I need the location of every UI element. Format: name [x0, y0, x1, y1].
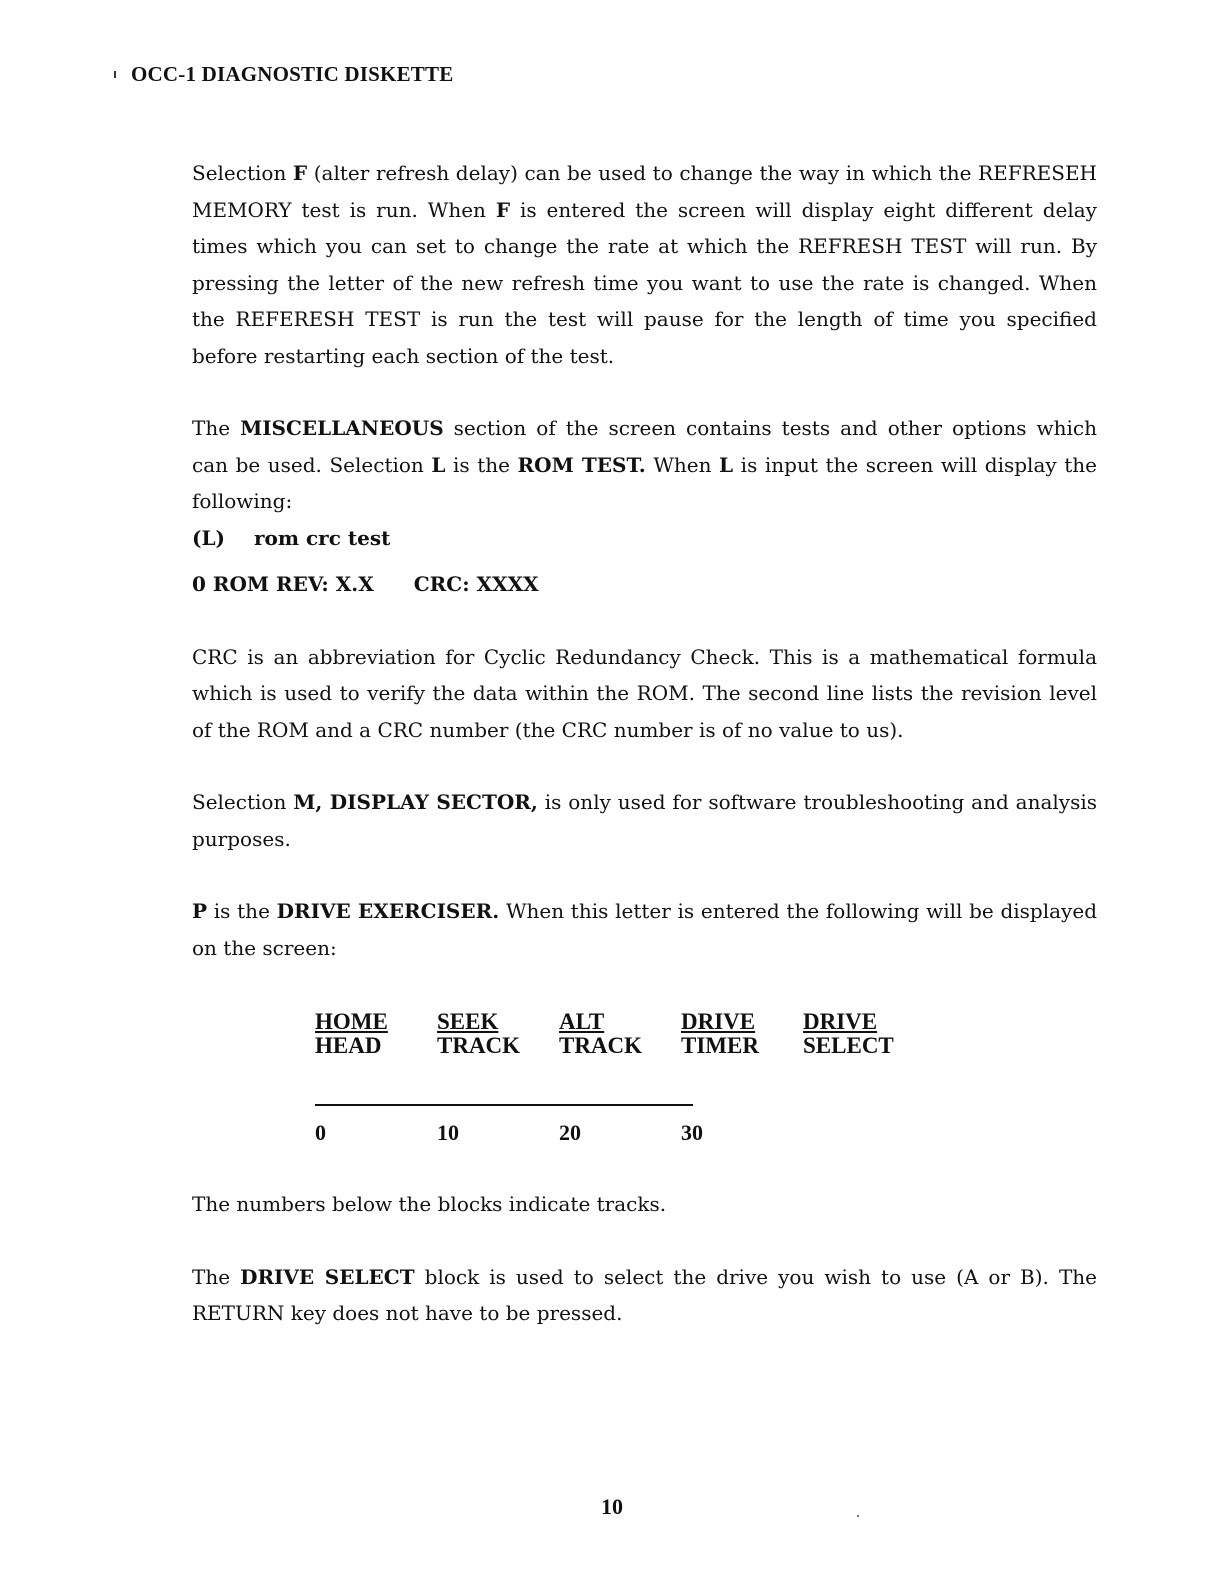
- term-bold: MISCELLANEOUS: [240, 416, 444, 440]
- key-letter: L: [431, 452, 446, 477]
- track-label: 30: [681, 1120, 703, 1145]
- text-run: When: [645, 452, 720, 477]
- paragraph-tracks-note: The numbers below the blocks indicate tracks.: [192, 1192, 667, 1216]
- rom-rev: 0 ROM REV: X.X: [192, 572, 374, 596]
- block-subtitle: HEAD: [315, 1033, 382, 1058]
- key-letter: P: [192, 899, 208, 923]
- rom-display-line-1: [192, 520, 1097, 557]
- text-run: When this letter is entered the following will be displayed on the screen:: [192, 899, 1097, 960]
- block-subtitle: SELECT: [803, 1033, 894, 1058]
- key-letter: L: [719, 452, 734, 477]
- track-scale-line: [315, 1104, 693, 1106]
- block-title: DRIVE: [681, 1009, 756, 1034]
- block-drive-select: [803, 1010, 894, 1058]
- rom-label: rom crc test: [254, 525, 391, 550]
- key-letter: F: [292, 161, 308, 185]
- paragraph-refresh-delay: [192, 155, 1097, 374]
- block-title: SEEK: [437, 1009, 499, 1034]
- document-body-continued: [192, 1186, 1097, 1368]
- text-run: is the: [445, 452, 518, 477]
- track-label: 0: [315, 1120, 326, 1145]
- block-title: HOME: [315, 1009, 388, 1034]
- scan-mark: [114, 71, 116, 78]
- paragraph-crc: CRC is an abbreviation for Cyclic Redundancy Check. This is a mathematical formula which is used to verify the data within the ROM. The second line lists the revision level of the ROM and a CRC number (the CRC number is of no value to us).: [192, 644, 1097, 742]
- block-drive-timer: [681, 1010, 759, 1058]
- text-run: is only used for software troubleshooting and analysis purposes.: [192, 790, 1097, 851]
- term-bold: ROM TEST.: [517, 452, 646, 477]
- term-bold: DRIVE EXERCISER.: [276, 899, 500, 923]
- block-subtitle: TIMER: [681, 1033, 759, 1058]
- text-run: The: [192, 416, 241, 440]
- text-run: is entered the screen will display eight different delay times which you can set to change the rate at which the REFRESH TEST will run. By pressing the letter of the new refresh time you want to use the rate is changed. When the REFERESH TEST is run the test will pause for the length of time you specified before restarting each section of the test.: [192, 197, 1097, 368]
- text-run: Selection: [192, 161, 293, 185]
- term-bold: M, DISPLAY SECTOR,: [293, 790, 538, 814]
- text-run: block is used to select the drive you wish to use (A or B). The RETURN key does not have to be pressed.: [192, 1264, 1097, 1325]
- rom-display-line-2: [192, 566, 1097, 603]
- block-title: ALT: [559, 1009, 605, 1034]
- block-subtitle: TRACK: [437, 1033, 521, 1058]
- page-header: OCC-1 DIAGNOSTIC DISKETTE: [131, 62, 454, 86]
- block-home-head: [315, 1010, 388, 1058]
- rom-crc: CRC: XXXX: [413, 572, 539, 596]
- text-run: is the: [207, 899, 277, 923]
- text-run: is input the screen will display the following:: [192, 452, 1097, 513]
- text-run: Selection: [192, 790, 294, 814]
- document-body: [192, 155, 1097, 1002]
- page-number: 10: [601, 1494, 623, 1519]
- text-run: (alter refresh delay) can be used to change the way in which the REFRESEH MEMORY test is run. When: [192, 161, 1097, 222]
- block-alt-track: [559, 1010, 642, 1058]
- term-bold: DRIVE SELECT: [240, 1264, 415, 1289]
- block-subtitle: TRACK: [559, 1033, 643, 1058]
- text-run: The: [192, 1264, 241, 1289]
- key-letter: F: [495, 197, 511, 222]
- paragraph-drive-exerciser: [192, 893, 1097, 966]
- track-label: 10: [437, 1120, 459, 1145]
- scan-speck: [857, 1515, 859, 1517]
- block-seek-track: [437, 1010, 520, 1058]
- paragraph-drive-select: [192, 1259, 1097, 1332]
- paragraph-display-sector: [192, 784, 1097, 857]
- track-label: 20: [559, 1120, 581, 1145]
- paragraph-miscellaneous: [192, 410, 1097, 520]
- text-run: section of the screen contains tests and other options which can be used. Selection: [192, 416, 1097, 477]
- block-title: DRIVE: [803, 1009, 878, 1034]
- rom-key: (L): [192, 525, 225, 550]
